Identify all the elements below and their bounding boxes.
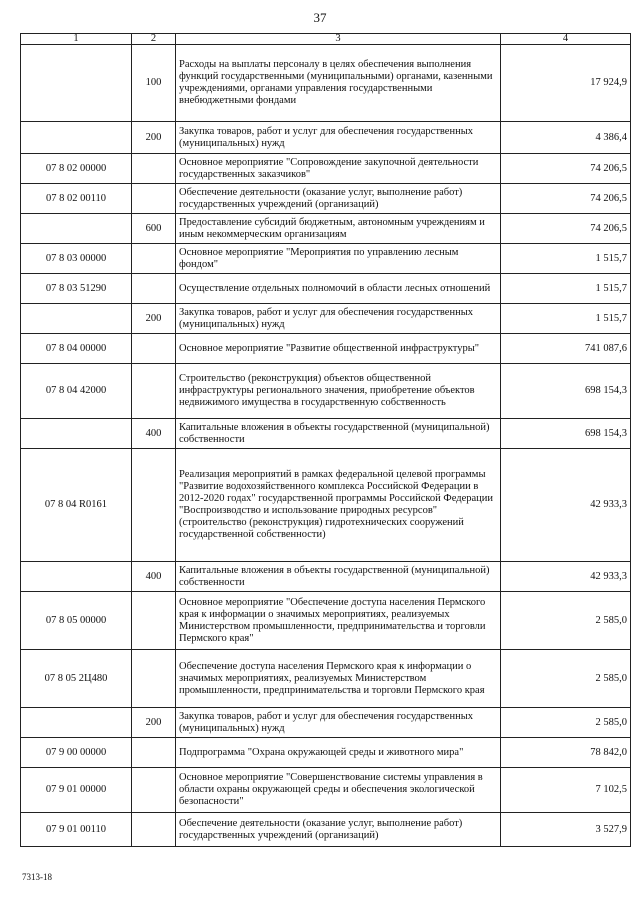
cell-name: Закупка товаров, работ и услуг для обеспечения государственных (муниципальных) нужд xyxy=(176,708,501,738)
cell-amount: 1 515,7 xyxy=(501,304,631,334)
cell-type: 400 xyxy=(132,419,176,449)
cell-type xyxy=(132,592,176,650)
cell-name: Основное мероприятие "Развитие общественной инфраструктуры" xyxy=(176,334,501,364)
cell-type xyxy=(132,449,176,562)
cell-name: Строительство (реконструкция) объектов общественной инфраструктуры регионального значения, приобретение объектов недвижимого имущества в государственную собственность xyxy=(176,364,501,419)
cell-name: Обеспечение деятельности (оказание услуг, выполнение работ) государственных учреждений (организаций) xyxy=(176,813,501,847)
cell-amount: 74 206,5 xyxy=(501,214,631,244)
table-row xyxy=(21,122,631,154)
table-row xyxy=(21,364,631,419)
cell-type: 200 xyxy=(132,708,176,738)
cell-amount: 741 087,6 xyxy=(501,334,631,364)
table-row xyxy=(21,449,631,562)
cell-amount: 3 527,9 xyxy=(501,813,631,847)
table-row xyxy=(21,45,631,122)
cell-code xyxy=(21,45,132,122)
cell-amount: 74 206,5 xyxy=(501,184,631,214)
cell-code xyxy=(21,214,132,244)
column-header-type: 2 xyxy=(132,34,176,45)
cell-type xyxy=(132,244,176,274)
table-row xyxy=(21,184,631,214)
table-row xyxy=(21,708,631,738)
cell-amount: 42 933,3 xyxy=(501,449,631,562)
cell-code xyxy=(21,419,132,449)
table-row xyxy=(21,419,631,449)
cell-type xyxy=(132,813,176,847)
cell-amount: 2 585,0 xyxy=(501,592,631,650)
table-row xyxy=(21,592,631,650)
cell-amount: 17 924,9 xyxy=(501,45,631,122)
page-number: 37 xyxy=(313,10,327,25)
header-row xyxy=(21,34,631,45)
column-header-amount: 4 xyxy=(501,34,631,45)
cell-name: Основное мероприятие "Сопровождение закупочной деятельности государственных заказчиков" xyxy=(176,154,501,184)
cell-name: Реализация мероприятий в рамках федеральной целевой программы "Развитие водохозяйственного комплекса Российской Федерации в 2012-2020 годах" государственной программы Российской Федерации "Воспроизводство и использование природных ресурсов" (строительство (реконструкция) гидротехнических сооружений государственной собственности) xyxy=(176,449,501,562)
cell-type xyxy=(132,334,176,364)
cell-amount: 698 154,3 xyxy=(501,419,631,449)
cell-amount: 2 585,0 xyxy=(501,708,631,738)
cell-name: Подпрограмма "Охрана окружающей среды и животного мира" xyxy=(176,738,501,768)
cell-type: 600 xyxy=(132,214,176,244)
table-row xyxy=(21,813,631,847)
cell-code: 07 8 04 00000 xyxy=(21,334,132,364)
cell-code xyxy=(21,562,132,592)
cell-amount: 4 386,4 xyxy=(501,122,631,154)
cell-code: 07 9 01 00000 xyxy=(21,768,132,813)
cell-type xyxy=(132,650,176,708)
cell-type xyxy=(132,154,176,184)
column-header-code: 1 xyxy=(21,34,132,45)
table-row xyxy=(21,154,631,184)
cell-code: 07 8 04 42000 xyxy=(21,364,132,419)
cell-code: 07 8 03 00000 xyxy=(21,244,132,274)
cell-name: Обеспечение деятельности (оказание услуг, выполнение работ) государственных учреждений (организаций) xyxy=(176,184,501,214)
table-row xyxy=(21,650,631,708)
cell-amount: 42 933,3 xyxy=(501,562,631,592)
cell-type: 200 xyxy=(132,304,176,334)
budget-table xyxy=(20,33,631,847)
cell-code: 07 8 03 51290 xyxy=(21,274,132,304)
table-row xyxy=(21,768,631,813)
cell-code: 07 9 01 00110 xyxy=(21,813,132,847)
cell-type xyxy=(132,274,176,304)
table-row xyxy=(21,738,631,768)
cell-amount: 74 206,5 xyxy=(501,154,631,184)
cell-amount: 698 154,3 xyxy=(501,364,631,419)
column-header-name: 3 xyxy=(176,34,501,45)
table-row xyxy=(21,304,631,334)
cell-type: 100 xyxy=(132,45,176,122)
cell-name: Капитальные вложения в объекты государственной (муниципальной) собственности xyxy=(176,562,501,592)
table-row xyxy=(21,334,631,364)
cell-type xyxy=(132,364,176,419)
cell-amount: 7 102,5 xyxy=(501,768,631,813)
document-code: 7313-18 xyxy=(22,872,52,882)
cell-amount: 1 515,7 xyxy=(501,244,631,274)
cell-code xyxy=(21,122,132,154)
cell-name: Закупка товаров, работ и услуг для обеспечения государственных (муниципальных) нужд xyxy=(176,304,501,334)
cell-name: Осуществление отдельных полномочий в области лесных отношений xyxy=(176,274,501,304)
cell-code: 07 8 05 00000 xyxy=(21,592,132,650)
cell-name: Основное мероприятие "Совершенствование системы управления в области охраны окружающей среды и обеспечения экологической безопасности" xyxy=(176,768,501,813)
cell-name: Капитальные вложения в объекты государственной (муниципальной) собственности xyxy=(176,419,501,449)
cell-type xyxy=(132,738,176,768)
cell-name: Закупка товаров, работ и услуг для обеспечения государственных (муниципальных) нужд xyxy=(176,122,501,154)
cell-code: 07 8 02 00110 xyxy=(21,184,132,214)
cell-code xyxy=(21,304,132,334)
table-row xyxy=(21,274,631,304)
cell-type: 400 xyxy=(132,562,176,592)
cell-code xyxy=(21,708,132,738)
cell-name: Основное мероприятие "Обеспечение доступа населения Пермского края к информации о значимых мероприятиях, реализуемых Министерством промышленности, предпринимательства и торговли Пермского края" xyxy=(176,592,501,650)
cell-code: 07 8 04 R0161 xyxy=(21,449,132,562)
cell-code: 07 9 00 00000 xyxy=(21,738,132,768)
cell-amount: 2 585,0 xyxy=(501,650,631,708)
table-row xyxy=(21,244,631,274)
cell-code: 07 8 02 00000 xyxy=(21,154,132,184)
table-row xyxy=(21,214,631,244)
cell-code: 07 8 05 2Ц480 xyxy=(21,650,132,708)
cell-type xyxy=(132,184,176,214)
cell-name: Основное мероприятие "Мероприятия по управлению лесным фондом" xyxy=(176,244,501,274)
cell-name: Предоставление субсидий бюджетным, автономным учреждениям и иным некоммерческим организациям xyxy=(176,214,501,244)
cell-type xyxy=(132,768,176,813)
cell-name: Расходы на выплаты персоналу в целях обеспечения выполнения функций государственными (муниципальными) органами, казенными учреждениями, органами управления государственными внебюджетными фондами xyxy=(176,45,501,122)
cell-name: Обеспечение доступа населения Пермского края к информации о значимых мероприятиях, реализуемых Министерством промышленности, предпринимательства и торговли Пермского края xyxy=(176,650,501,708)
cell-amount: 78 842,0 xyxy=(501,738,631,768)
table-row xyxy=(21,562,631,592)
cell-type: 200 xyxy=(132,122,176,154)
cell-amount: 1 515,7 xyxy=(501,274,631,304)
